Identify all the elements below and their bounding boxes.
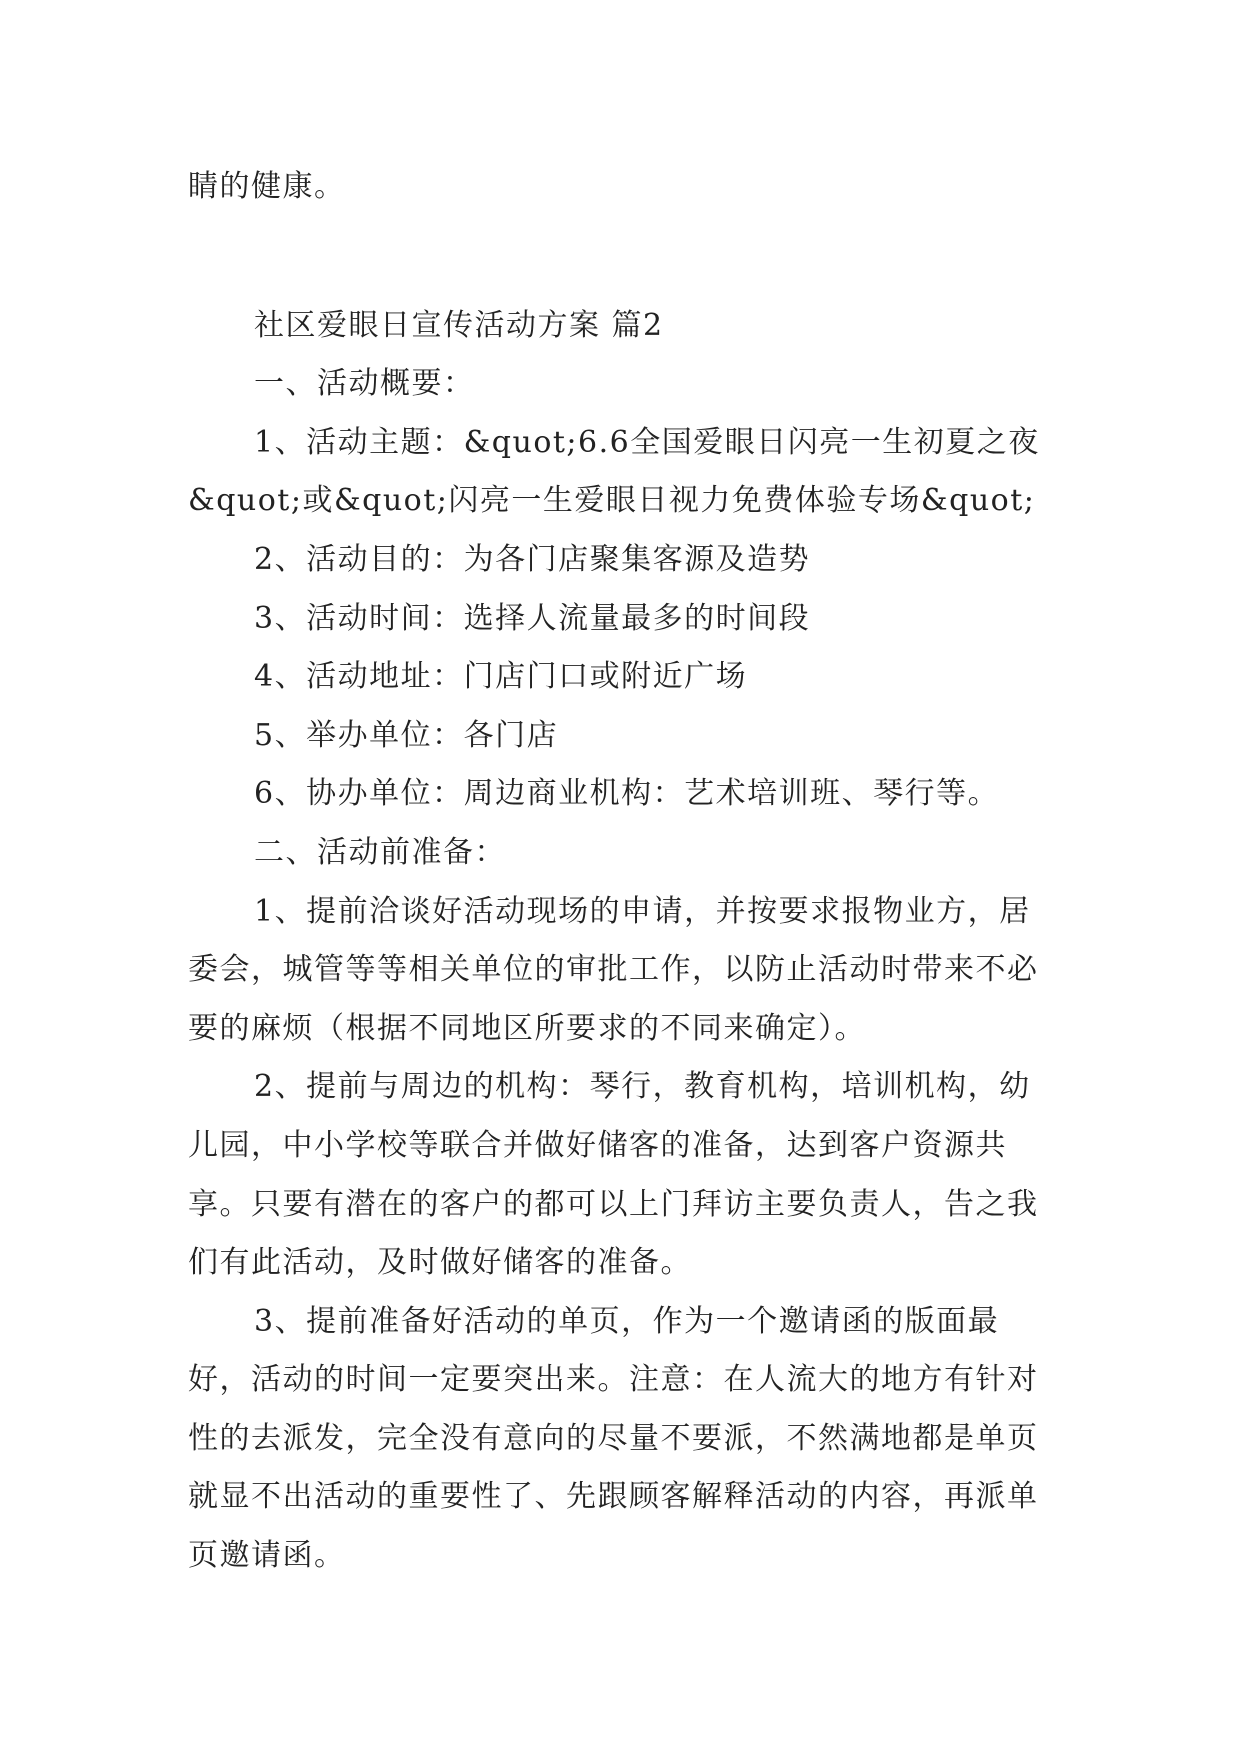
paragraph-time: 3、活动时间：选择人流量最多的时间段 [254, 600, 811, 636]
paragraph-prep-3: 3、提前准备好活动的单页，作为一个邀请函的版面最好，活动的时间一定要突出来。注意：在人流大的地方有针对性的去派发，完全没有意向的尽量不要派，不然满地都是单页就显不出活动的重要性了、先跟顾客解释活动的内容，再派单页邀请函。 [188, 1303, 1039, 1574]
paragraph-organizer: 5、举办单位：各门店 [254, 717, 559, 753]
heading-overview: 一、活动概要： [254, 366, 475, 402]
paragraph-co-organizer: 6、协办单位：周边商业机构：艺术培训班、琴行等。 [254, 776, 1000, 812]
paragraph-theme: 1、活动主题：&quot;6.6全国爱眼日闪亮一生初夏之夜&quot;或&quot;闪亮一生爱眼日视力免费体验专场&quot; [188, 424, 1040, 519]
paragraph-location: 4、活动地址：门店门口或附近广场 [254, 659, 748, 695]
section-gap [188, 217, 1058, 297]
heading-preparation: 二、活动前准备： [254, 834, 506, 870]
paragraph-prep-1: 1、提前洽谈好活动现场的申请，并按要求报物业方，居委会，城管等等相关单位的审批工作，以防止活动时带来不必要的麻烦（根据不同地区所要求的不同来确定）。 [188, 893, 1039, 1046]
continuation-text: 睛的健康。 [188, 169, 346, 204]
section-title: 社区爱眼日宣传活动方案 篇2 [254, 307, 664, 343]
document-body [188, 158, 1058, 1586]
paragraph-purpose: 2、活动目的：为各门店聚集客源及造势 [254, 541, 811, 577]
paragraph-prep-2: 2、提前与周边的机构：琴行，教育机构，培训机构，幼儿园，中小学校等联合并做好储客的准备，达到客户资源共享。只要有潜在的客户的都可以上门拜访主要负责人，告之我们有此活动，及时做好储客的准备。 [188, 1069, 1039, 1281]
